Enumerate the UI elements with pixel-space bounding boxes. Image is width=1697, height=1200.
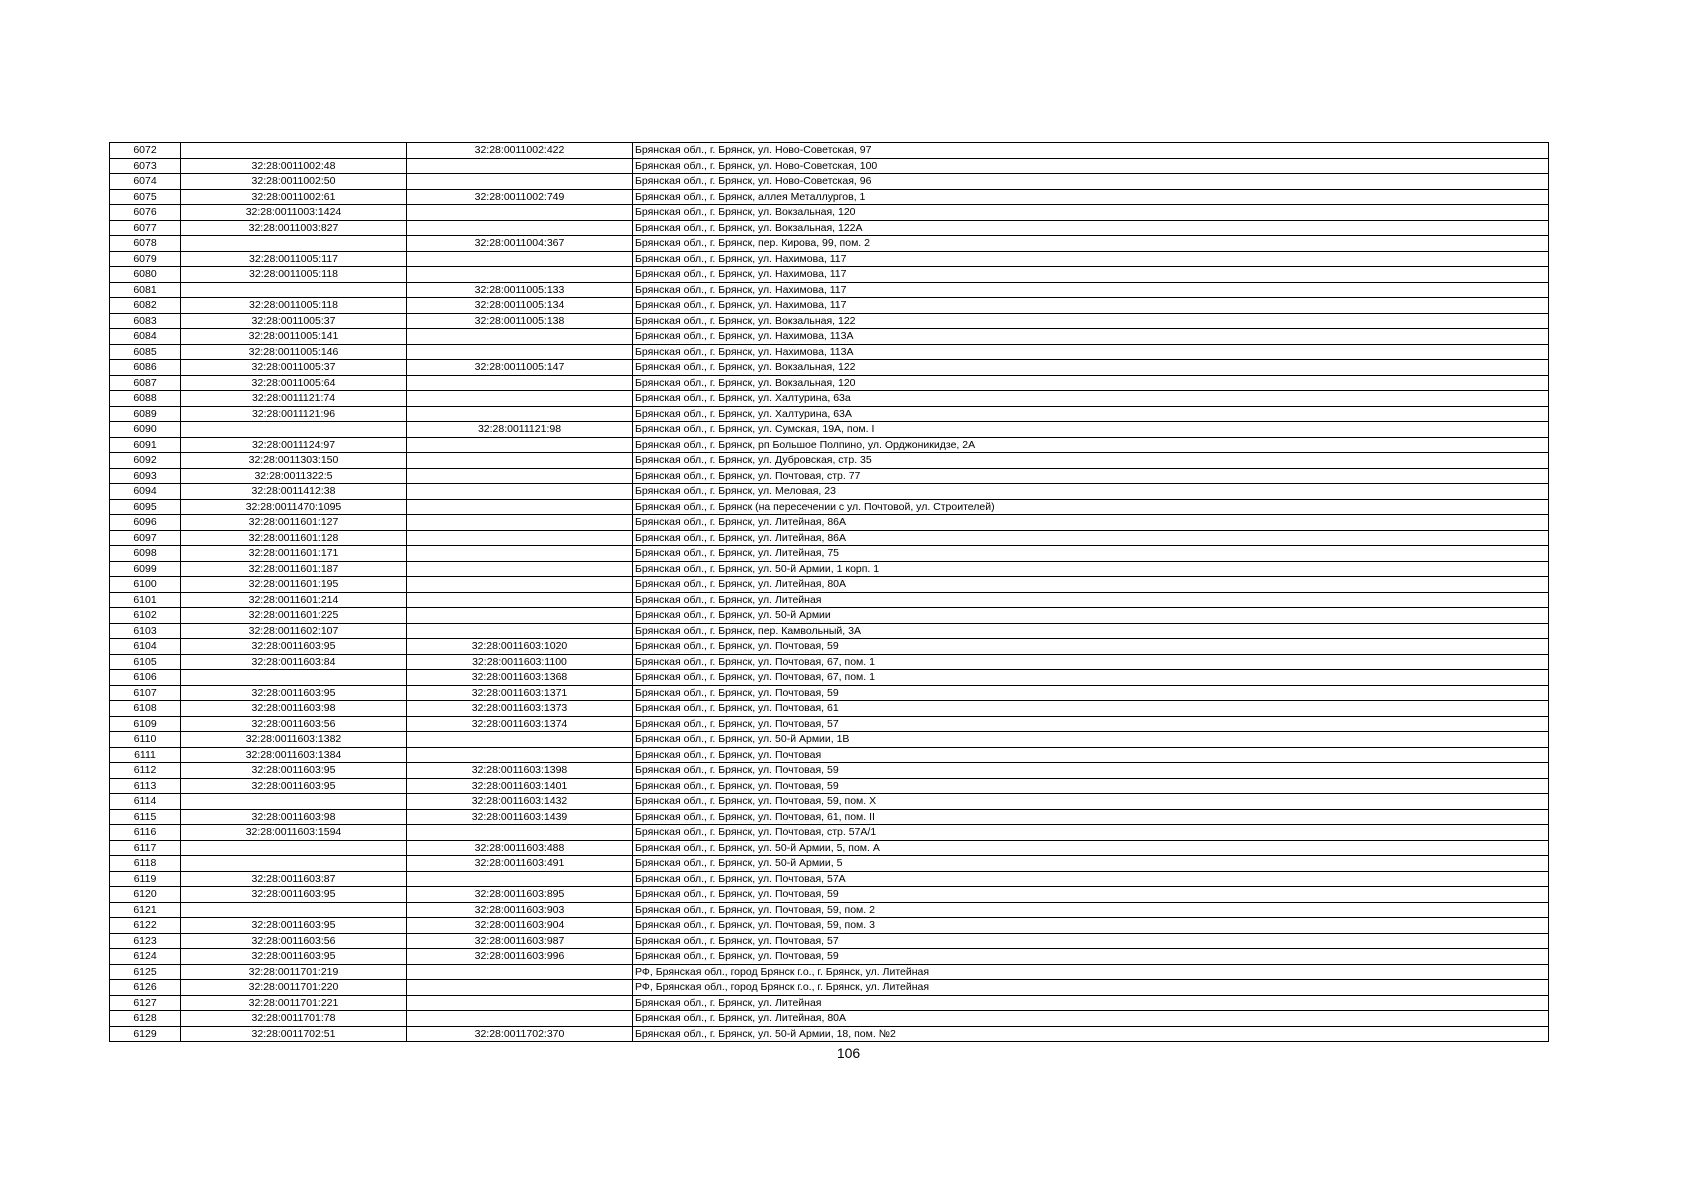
- table-row: [110, 174, 1549, 190]
- table-row: [110, 561, 1549, 577]
- building-number-cell: [407, 158, 633, 174]
- table-row: [110, 809, 1549, 825]
- table-row: [110, 778, 1549, 794]
- row-number-cell: 6084: [110, 329, 181, 345]
- table-row: [110, 964, 1549, 980]
- row-number-cell: 6128: [110, 1011, 181, 1027]
- land-plot-number-cell: 32:28:0011701:221: [181, 995, 407, 1011]
- table-row: [110, 298, 1549, 314]
- address-cell: Брянская обл., г. Брянск, ул. Почтовая, стр. 57А/1: [633, 825, 1549, 841]
- address-cell: Брянская обл., г. Брянск, ул. Почтовая, 59: [633, 887, 1549, 903]
- address-cell: Брянская обл., г. Брянск, ул. Почтовая, 61: [633, 701, 1549, 717]
- row-number-cell: 6103: [110, 623, 181, 639]
- land-plot-number-cell: 32:28:0011412:38: [181, 484, 407, 500]
- row-number-cell: 6086: [110, 360, 181, 376]
- table-row: [110, 639, 1549, 655]
- row-number-cell: 6124: [110, 949, 181, 965]
- table-row: [110, 205, 1549, 221]
- land-plot-number-cell: 32:28:0011005:37: [181, 360, 407, 376]
- building-number-cell: [407, 592, 633, 608]
- row-number-cell: 6101: [110, 592, 181, 608]
- row-number-cell: 6109: [110, 716, 181, 732]
- table-row: [110, 871, 1549, 887]
- table-row: [110, 453, 1549, 469]
- building-number-cell: 32:28:0011603:1401: [407, 778, 633, 794]
- table-row: [110, 267, 1549, 283]
- row-number-cell: 6087: [110, 375, 181, 391]
- row-number-cell: 6112: [110, 763, 181, 779]
- address-cell: Брянская обл., г. Брянск, ул. Почтовая, 61, пом. II: [633, 809, 1549, 825]
- table-row: [110, 546, 1549, 562]
- table-row: [110, 220, 1549, 236]
- table-row: [110, 856, 1549, 872]
- building-number-cell: 32:28:0011005:134: [407, 298, 633, 314]
- table-row: [110, 933, 1549, 949]
- table-row: [110, 654, 1549, 670]
- building-number-cell: [407, 871, 633, 887]
- address-cell: Брянская обл., г. Брянск, ул. Ново-Советская, 97: [633, 143, 1549, 159]
- land-plot-number-cell: 32:28:0011601:214: [181, 592, 407, 608]
- row-number-cell: 6121: [110, 902, 181, 918]
- building-number-cell: 32:28:0011603:904: [407, 918, 633, 934]
- address-cell: Брянская обл., г. Брянск, ул. Почтовая, стр. 77: [633, 468, 1549, 484]
- row-number-cell: 6110: [110, 732, 181, 748]
- row-number-cell: 6116: [110, 825, 181, 841]
- row-number-cell: 6098: [110, 546, 181, 562]
- row-number-cell: 6129: [110, 1026, 181, 1042]
- building-number-cell: [407, 732, 633, 748]
- table-row: [110, 701, 1549, 717]
- row-number-cell: 6093: [110, 468, 181, 484]
- building-number-cell: 32:28:0011603:903: [407, 902, 633, 918]
- land-plot-number-cell: 32:28:0011005:37: [181, 313, 407, 329]
- table-row: [110, 468, 1549, 484]
- building-number-cell: [407, 561, 633, 577]
- building-number-cell: 32:28:0011603:1398: [407, 763, 633, 779]
- row-number-cell: 6126: [110, 980, 181, 996]
- land-plot-number-cell: [181, 856, 407, 872]
- table-row: [110, 747, 1549, 763]
- row-number-cell: 6107: [110, 685, 181, 701]
- row-number-cell: 6115: [110, 809, 181, 825]
- land-plot-number-cell: 32:28:0011603:1382: [181, 732, 407, 748]
- row-number-cell: 6119: [110, 871, 181, 887]
- row-number-cell: 6118: [110, 856, 181, 872]
- building-number-cell: [407, 546, 633, 562]
- table-row: [110, 949, 1549, 965]
- table-row: [110, 282, 1549, 298]
- page-number: 106: [836, 1045, 861, 1061]
- land-plot-number-cell: 32:28:0011601:128: [181, 530, 407, 546]
- building-number-cell: [407, 499, 633, 515]
- table-row: [110, 995, 1549, 1011]
- row-number-cell: 6102: [110, 608, 181, 624]
- table-row: [110, 1026, 1549, 1042]
- building-number-cell: [407, 267, 633, 283]
- land-plot-number-cell: 32:28:0011005:118: [181, 298, 407, 314]
- row-number-cell: 6090: [110, 422, 181, 438]
- row-number-cell: 6108: [110, 701, 181, 717]
- address-cell: Брянская обл., г. Брянск, пер. Кирова, 99, пом. 2: [633, 236, 1549, 252]
- building-number-cell: 32:28:0011005:138: [407, 313, 633, 329]
- row-number-cell: 6083: [110, 313, 181, 329]
- land-plot-number-cell: [181, 143, 407, 159]
- address-cell: Брянская обл., г. Брянск, ул. Вокзальная, 120: [633, 375, 1549, 391]
- row-number-cell: 6076: [110, 205, 181, 221]
- land-plot-number-cell: 32:28:0011603:95: [181, 949, 407, 965]
- row-number-cell: 6104: [110, 639, 181, 655]
- building-number-cell: [407, 577, 633, 593]
- building-number-cell: 32:28:0011603:1368: [407, 670, 633, 686]
- address-cell: Брянская обл., г. Брянск, ул. Литейная, 80А: [633, 577, 1549, 593]
- building-number-cell: [407, 329, 633, 345]
- address-cell: Брянская обл., г. Брянск, ул. Почтовая, 59: [633, 949, 1549, 965]
- land-plot-number-cell: [181, 422, 407, 438]
- row-number-cell: 6092: [110, 453, 181, 469]
- address-cell: Брянская обл., г. Брянск, ул. Нахимова, 117: [633, 251, 1549, 267]
- land-plot-number-cell: 32:28:0011322:5: [181, 468, 407, 484]
- land-plot-number-cell: 32:28:0011002:48: [181, 158, 407, 174]
- row-number-cell: 6125: [110, 964, 181, 980]
- table-row: [110, 360, 1549, 376]
- building-number-cell: 32:28:0011603:1373: [407, 701, 633, 717]
- address-cell: Брянская обл., г. Брянск, ул. 50-й Армии: [633, 608, 1549, 624]
- address-cell: Брянская обл., г. Брянск, ул. Литейная: [633, 592, 1549, 608]
- table-row: [110, 251, 1549, 267]
- address-cell: Брянская обл., г. Брянск, ул. Халтурина, 63а: [633, 391, 1549, 407]
- land-plot-number-cell: 32:28:0011002:61: [181, 189, 407, 205]
- table-row: [110, 484, 1549, 500]
- building-number-cell: [407, 375, 633, 391]
- table-row: [110, 236, 1549, 252]
- table-row: [110, 670, 1549, 686]
- land-plot-number-cell: [181, 670, 407, 686]
- row-number-cell: 6127: [110, 995, 181, 1011]
- building-number-cell: 32:28:0011121:98: [407, 422, 633, 438]
- row-number-cell: 6094: [110, 484, 181, 500]
- row-number-cell: 6085: [110, 344, 181, 360]
- land-plot-number-cell: [181, 236, 407, 252]
- address-cell: Брянская обл., г. Брянск, ул. 50-й Армии, 1В: [633, 732, 1549, 748]
- building-number-cell: [407, 608, 633, 624]
- row-number-cell: 6106: [110, 670, 181, 686]
- table-row: [110, 391, 1549, 407]
- land-plot-number-cell: 32:28:0011603:95: [181, 887, 407, 903]
- land-plot-number-cell: 32:28:0011121:74: [181, 391, 407, 407]
- address-cell: Брянская обл., г. Брянск, ул. Литейная, 86А: [633, 530, 1549, 546]
- address-cell: Брянская обл., г. Брянск, ул. Почтовая, 59: [633, 639, 1549, 655]
- row-number-cell: 6114: [110, 794, 181, 810]
- address-cell: Брянская обл., г. Брянск, ул. Ново-Советская, 100: [633, 158, 1549, 174]
- row-number-cell: 6075: [110, 189, 181, 205]
- building-number-cell: 32:28:0011603:1432: [407, 794, 633, 810]
- building-number-cell: 32:28:0011603:996: [407, 949, 633, 965]
- row-number-cell: 6073: [110, 158, 181, 174]
- land-plot-number-cell: 32:28:0011601:187: [181, 561, 407, 577]
- building-number-cell: [407, 453, 633, 469]
- row-number-cell: 6080: [110, 267, 181, 283]
- address-cell: Брянская обл., г. Брянск, ул. Нахимова, 113А: [633, 344, 1549, 360]
- land-plot-number-cell: 32:28:0011005:117: [181, 251, 407, 267]
- address-cell: Брянская обл., г. Брянск, ул. Вокзальная, 120: [633, 205, 1549, 221]
- land-plot-number-cell: 32:28:0011603:98: [181, 809, 407, 825]
- table-row: [110, 918, 1549, 934]
- building-number-cell: [407, 174, 633, 190]
- address-cell: Брянская обл., г. Брянск, ул. Дубровская, стр. 35: [633, 453, 1549, 469]
- address-cell: Брянская обл., г. Брянск, ул. 50-й Армии, 18, пом. №2: [633, 1026, 1549, 1042]
- land-plot-number-cell: 32:28:0011603:1594: [181, 825, 407, 841]
- land-plot-number-cell: 32:28:0011701:219: [181, 964, 407, 980]
- table-row: [110, 732, 1549, 748]
- row-number-cell: 6072: [110, 143, 181, 159]
- address-cell: Брянская обл., г. Брянск, ул. Почтовая, 59, пом. 2: [633, 902, 1549, 918]
- row-number-cell: 6074: [110, 174, 181, 190]
- table-row: [110, 608, 1549, 624]
- building-number-cell: [407, 530, 633, 546]
- land-plot-number-cell: [181, 902, 407, 918]
- address-cell: Брянская обл., г. Брянск, ул. Почтовая, 67, пом. 1: [633, 654, 1549, 670]
- building-number-cell: [407, 468, 633, 484]
- building-number-cell: [407, 344, 633, 360]
- address-cell: Брянская обл., г. Брянск, ул. Литейная, 80А: [633, 1011, 1549, 1027]
- land-plot-number-cell: 32:28:0011601:195: [181, 577, 407, 593]
- building-number-cell: [407, 391, 633, 407]
- address-cell: Брянская обл., г. Брянск (на пересечении с ул. Почтовой, ул. Строителей): [633, 499, 1549, 515]
- row-number-cell: 6096: [110, 515, 181, 531]
- land-plot-number-cell: 32:28:0011701:220: [181, 980, 407, 996]
- address-cell: Брянская обл., г. Брянск, пер. Камвольный, 3А: [633, 623, 1549, 639]
- address-cell: Брянская обл., г. Брянск, ул. Почтовая, 57: [633, 933, 1549, 949]
- address-cell: Брянская обл., г. Брянск, ул. Почтовая, 59: [633, 685, 1549, 701]
- building-number-cell: [407, 825, 633, 841]
- address-cell: Брянская обл., г. Брянск, ул. Халтурина, 63А: [633, 406, 1549, 422]
- building-number-cell: 32:28:0011603:491: [407, 856, 633, 872]
- land-plot-number-cell: 32:28:0011121:96: [181, 406, 407, 422]
- land-plot-number-cell: 32:28:0011603:95: [181, 639, 407, 655]
- table-row: [110, 577, 1549, 593]
- address-cell: Брянская обл., г. Брянск, ул. Почтовая, 67, пом. 1: [633, 670, 1549, 686]
- address-cell: Брянская обл., г. Брянск, ул. Почтовая, 59, пом. 3: [633, 918, 1549, 934]
- row-number-cell: 6117: [110, 840, 181, 856]
- building-number-cell: [407, 484, 633, 500]
- land-plot-number-cell: 32:28:0011603:95: [181, 778, 407, 794]
- land-plot-number-cell: 32:28:0011603:84: [181, 654, 407, 670]
- land-plot-number-cell: [181, 282, 407, 298]
- address-cell: Брянская обл., г. Брянск, ул. Почтовая, 59, пом. X: [633, 794, 1549, 810]
- address-cell: Брянская обл., г. Брянск, ул. Почтовая, 59: [633, 778, 1549, 794]
- table-row: [110, 329, 1549, 345]
- table-row: [110, 794, 1549, 810]
- building-number-cell: [407, 205, 633, 221]
- building-number-cell: [407, 515, 633, 531]
- row-number-cell: 6099: [110, 561, 181, 577]
- cadastral-table: [109, 142, 1549, 1042]
- building-number-cell: [407, 995, 633, 1011]
- table-row: [110, 763, 1549, 779]
- table-row: [110, 685, 1549, 701]
- land-plot-number-cell: 32:28:0011005:141: [181, 329, 407, 345]
- land-plot-number-cell: 32:28:0011701:78: [181, 1011, 407, 1027]
- building-number-cell: [407, 437, 633, 453]
- address-cell: Брянская обл., г. Брянск, ул. 50-й Армии, 1 корп. 1: [633, 561, 1549, 577]
- land-plot-number-cell: 32:28:0011601:127: [181, 515, 407, 531]
- address-cell: Брянская обл., г. Брянск, ул. Ново-Советская, 96: [633, 174, 1549, 190]
- table-row: [110, 530, 1549, 546]
- row-number-cell: 6078: [110, 236, 181, 252]
- address-cell: Брянская обл., г. Брянск, ул. Почтовая: [633, 747, 1549, 763]
- address-cell: Брянская обл., г. Брянск, ул. Литейная: [633, 995, 1549, 1011]
- building-number-cell: 32:28:0011603:488: [407, 840, 633, 856]
- land-plot-number-cell: 32:28:0011303:150: [181, 453, 407, 469]
- table-row: [110, 825, 1549, 841]
- table-row: [110, 592, 1549, 608]
- row-number-cell: 6111: [110, 747, 181, 763]
- building-number-cell: [407, 251, 633, 267]
- row-number-cell: 6105: [110, 654, 181, 670]
- address-cell: РФ, Брянская обл., город Брянск г.о., г. Брянск, ул. Литейная: [633, 964, 1549, 980]
- table-row: [110, 499, 1549, 515]
- row-number-cell: 6120: [110, 887, 181, 903]
- building-number-cell: 32:28:0011702:370: [407, 1026, 633, 1042]
- land-plot-number-cell: 32:28:0011603:87: [181, 871, 407, 887]
- building-number-cell: [407, 406, 633, 422]
- land-plot-number-cell: 32:28:0011470:1095: [181, 499, 407, 515]
- building-number-cell: 32:28:0011005:133: [407, 282, 633, 298]
- address-cell: Брянская обл., г. Брянск, ул. Почтовая, 57А: [633, 871, 1549, 887]
- table-row: [110, 515, 1549, 531]
- address-cell: Брянская обл., г. Брянск, ул. Меловая, 23: [633, 484, 1549, 500]
- table-row: [110, 158, 1549, 174]
- land-plot-number-cell: 32:28:0011603:56: [181, 716, 407, 732]
- land-plot-number-cell: 32:28:0011002:50: [181, 174, 407, 190]
- table-row: [110, 344, 1549, 360]
- row-number-cell: 6100: [110, 577, 181, 593]
- land-plot-number-cell: 32:28:0011603:1384: [181, 747, 407, 763]
- building-number-cell: 32:28:0011603:1439: [407, 809, 633, 825]
- table-row: [110, 1011, 1549, 1027]
- land-plot-number-cell: 32:28:0011603:56: [181, 933, 407, 949]
- table-row: [110, 902, 1549, 918]
- address-cell: Брянская обл., г. Брянск, ул. Нахимова, 117: [633, 298, 1549, 314]
- land-plot-number-cell: 32:28:0011603:98: [181, 701, 407, 717]
- table-row: [110, 980, 1549, 996]
- building-number-cell: [407, 623, 633, 639]
- address-cell: Брянская обл., г. Брянск, ул. Нахимова, 117: [633, 267, 1549, 283]
- table-body: [110, 143, 1549, 1042]
- row-number-cell: 6081: [110, 282, 181, 298]
- building-number-cell: 32:28:0011603:895: [407, 887, 633, 903]
- table-row: [110, 716, 1549, 732]
- land-plot-number-cell: 32:28:0011005:146: [181, 344, 407, 360]
- table-row: [110, 422, 1549, 438]
- address-cell: Брянская обл., г. Брянск, ул. Сумская, 19А, пом. I: [633, 422, 1549, 438]
- address-cell: Брянская обл., г. Брянск, аллея Металлургов, 1: [633, 189, 1549, 205]
- table-row: [110, 189, 1549, 205]
- table-row: [110, 143, 1549, 159]
- row-number-cell: 6095: [110, 499, 181, 515]
- row-number-cell: 6089: [110, 406, 181, 422]
- land-plot-number-cell: 32:28:0011603:95: [181, 763, 407, 779]
- address-cell: Брянская обл., г. Брянск, ул. Вокзальная, 122: [633, 360, 1549, 376]
- land-plot-number-cell: 32:28:0011005:64: [181, 375, 407, 391]
- table-row: [110, 406, 1549, 422]
- row-number-cell: 6077: [110, 220, 181, 236]
- row-number-cell: 6091: [110, 437, 181, 453]
- table-row: [110, 313, 1549, 329]
- table-row: [110, 840, 1549, 856]
- building-number-cell: 32:28:0011603:1020: [407, 639, 633, 655]
- row-number-cell: 6123: [110, 933, 181, 949]
- land-plot-number-cell: 32:28:0011603:95: [181, 918, 407, 934]
- table-row: [110, 437, 1549, 453]
- building-number-cell: [407, 1011, 633, 1027]
- land-plot-number-cell: 32:28:0011603:95: [181, 685, 407, 701]
- address-cell: Брянская обл., г. Брянск, ул. Литейная, 86А: [633, 515, 1549, 531]
- address-cell: Брянская обл., г. Брянск, ул. Нахимова, 113А: [633, 329, 1549, 345]
- land-plot-number-cell: 32:28:0011601:171: [181, 546, 407, 562]
- building-number-cell: 32:28:0011002:749: [407, 189, 633, 205]
- building-number-cell: 32:28:0011002:422: [407, 143, 633, 159]
- row-number-cell: 6113: [110, 778, 181, 794]
- address-cell: Брянская обл., г. Брянск, ул. Почтовая, 59: [633, 763, 1549, 779]
- land-plot-number-cell: [181, 840, 407, 856]
- building-number-cell: [407, 220, 633, 236]
- row-number-cell: 6122: [110, 918, 181, 934]
- building-number-cell: 32:28:0011005:147: [407, 360, 633, 376]
- address-cell: Брянская обл., г. Брянск, ул. 50-й Армии, 5: [633, 856, 1549, 872]
- land-plot-number-cell: 32:28:0011003:1424: [181, 205, 407, 221]
- row-number-cell: 6097: [110, 530, 181, 546]
- address-cell: Брянская обл., г. Брянск, ул. 50-й Армии, 5, пом. А: [633, 840, 1549, 856]
- address-cell: Брянская обл., г. Брянск, ул. Литейная, 75: [633, 546, 1549, 562]
- land-plot-number-cell: [181, 794, 407, 810]
- row-number-cell: 6079: [110, 251, 181, 267]
- land-plot-number-cell: 32:28:0011124:97: [181, 437, 407, 453]
- table-row: [110, 375, 1549, 391]
- land-plot-number-cell: 32:28:0011005:118: [181, 267, 407, 283]
- building-number-cell: [407, 980, 633, 996]
- table-row: [110, 623, 1549, 639]
- land-plot-number-cell: 32:28:0011602:107: [181, 623, 407, 639]
- address-cell: РФ, Брянская обл., город Брянск г.о., г. Брянск, ул. Литейная: [633, 980, 1549, 996]
- address-cell: Брянская обл., г. Брянск, ул. Вокзальная, 122: [633, 313, 1549, 329]
- address-cell: Брянская обл., г. Брянск, ул. Почтовая, 57: [633, 716, 1549, 732]
- building-number-cell: 32:28:0011603:1100: [407, 654, 633, 670]
- row-number-cell: 6082: [110, 298, 181, 314]
- building-number-cell: 32:28:0011603:1371: [407, 685, 633, 701]
- building-number-cell: [407, 964, 633, 980]
- address-cell: Брянская обл., г. Брянск, ул. Нахимова, 117: [633, 282, 1549, 298]
- table-row: [110, 887, 1549, 903]
- building-number-cell: 32:28:0011004:367: [407, 236, 633, 252]
- address-cell: Брянская обл., г. Брянск, рп Большое Полпино, ул. Орджоникидзе, 2А: [633, 437, 1549, 453]
- address-cell: Брянская обл., г. Брянск, ул. Вокзальная, 122А: [633, 220, 1549, 236]
- land-plot-number-cell: 32:28:0011702:51: [181, 1026, 407, 1042]
- building-number-cell: 32:28:0011603:1374: [407, 716, 633, 732]
- building-number-cell: 32:28:0011603:987: [407, 933, 633, 949]
- row-number-cell: 6088: [110, 391, 181, 407]
- building-number-cell: [407, 747, 633, 763]
- land-plot-number-cell: 32:28:0011003:827: [181, 220, 407, 236]
- land-plot-number-cell: 32:28:0011601:225: [181, 608, 407, 624]
